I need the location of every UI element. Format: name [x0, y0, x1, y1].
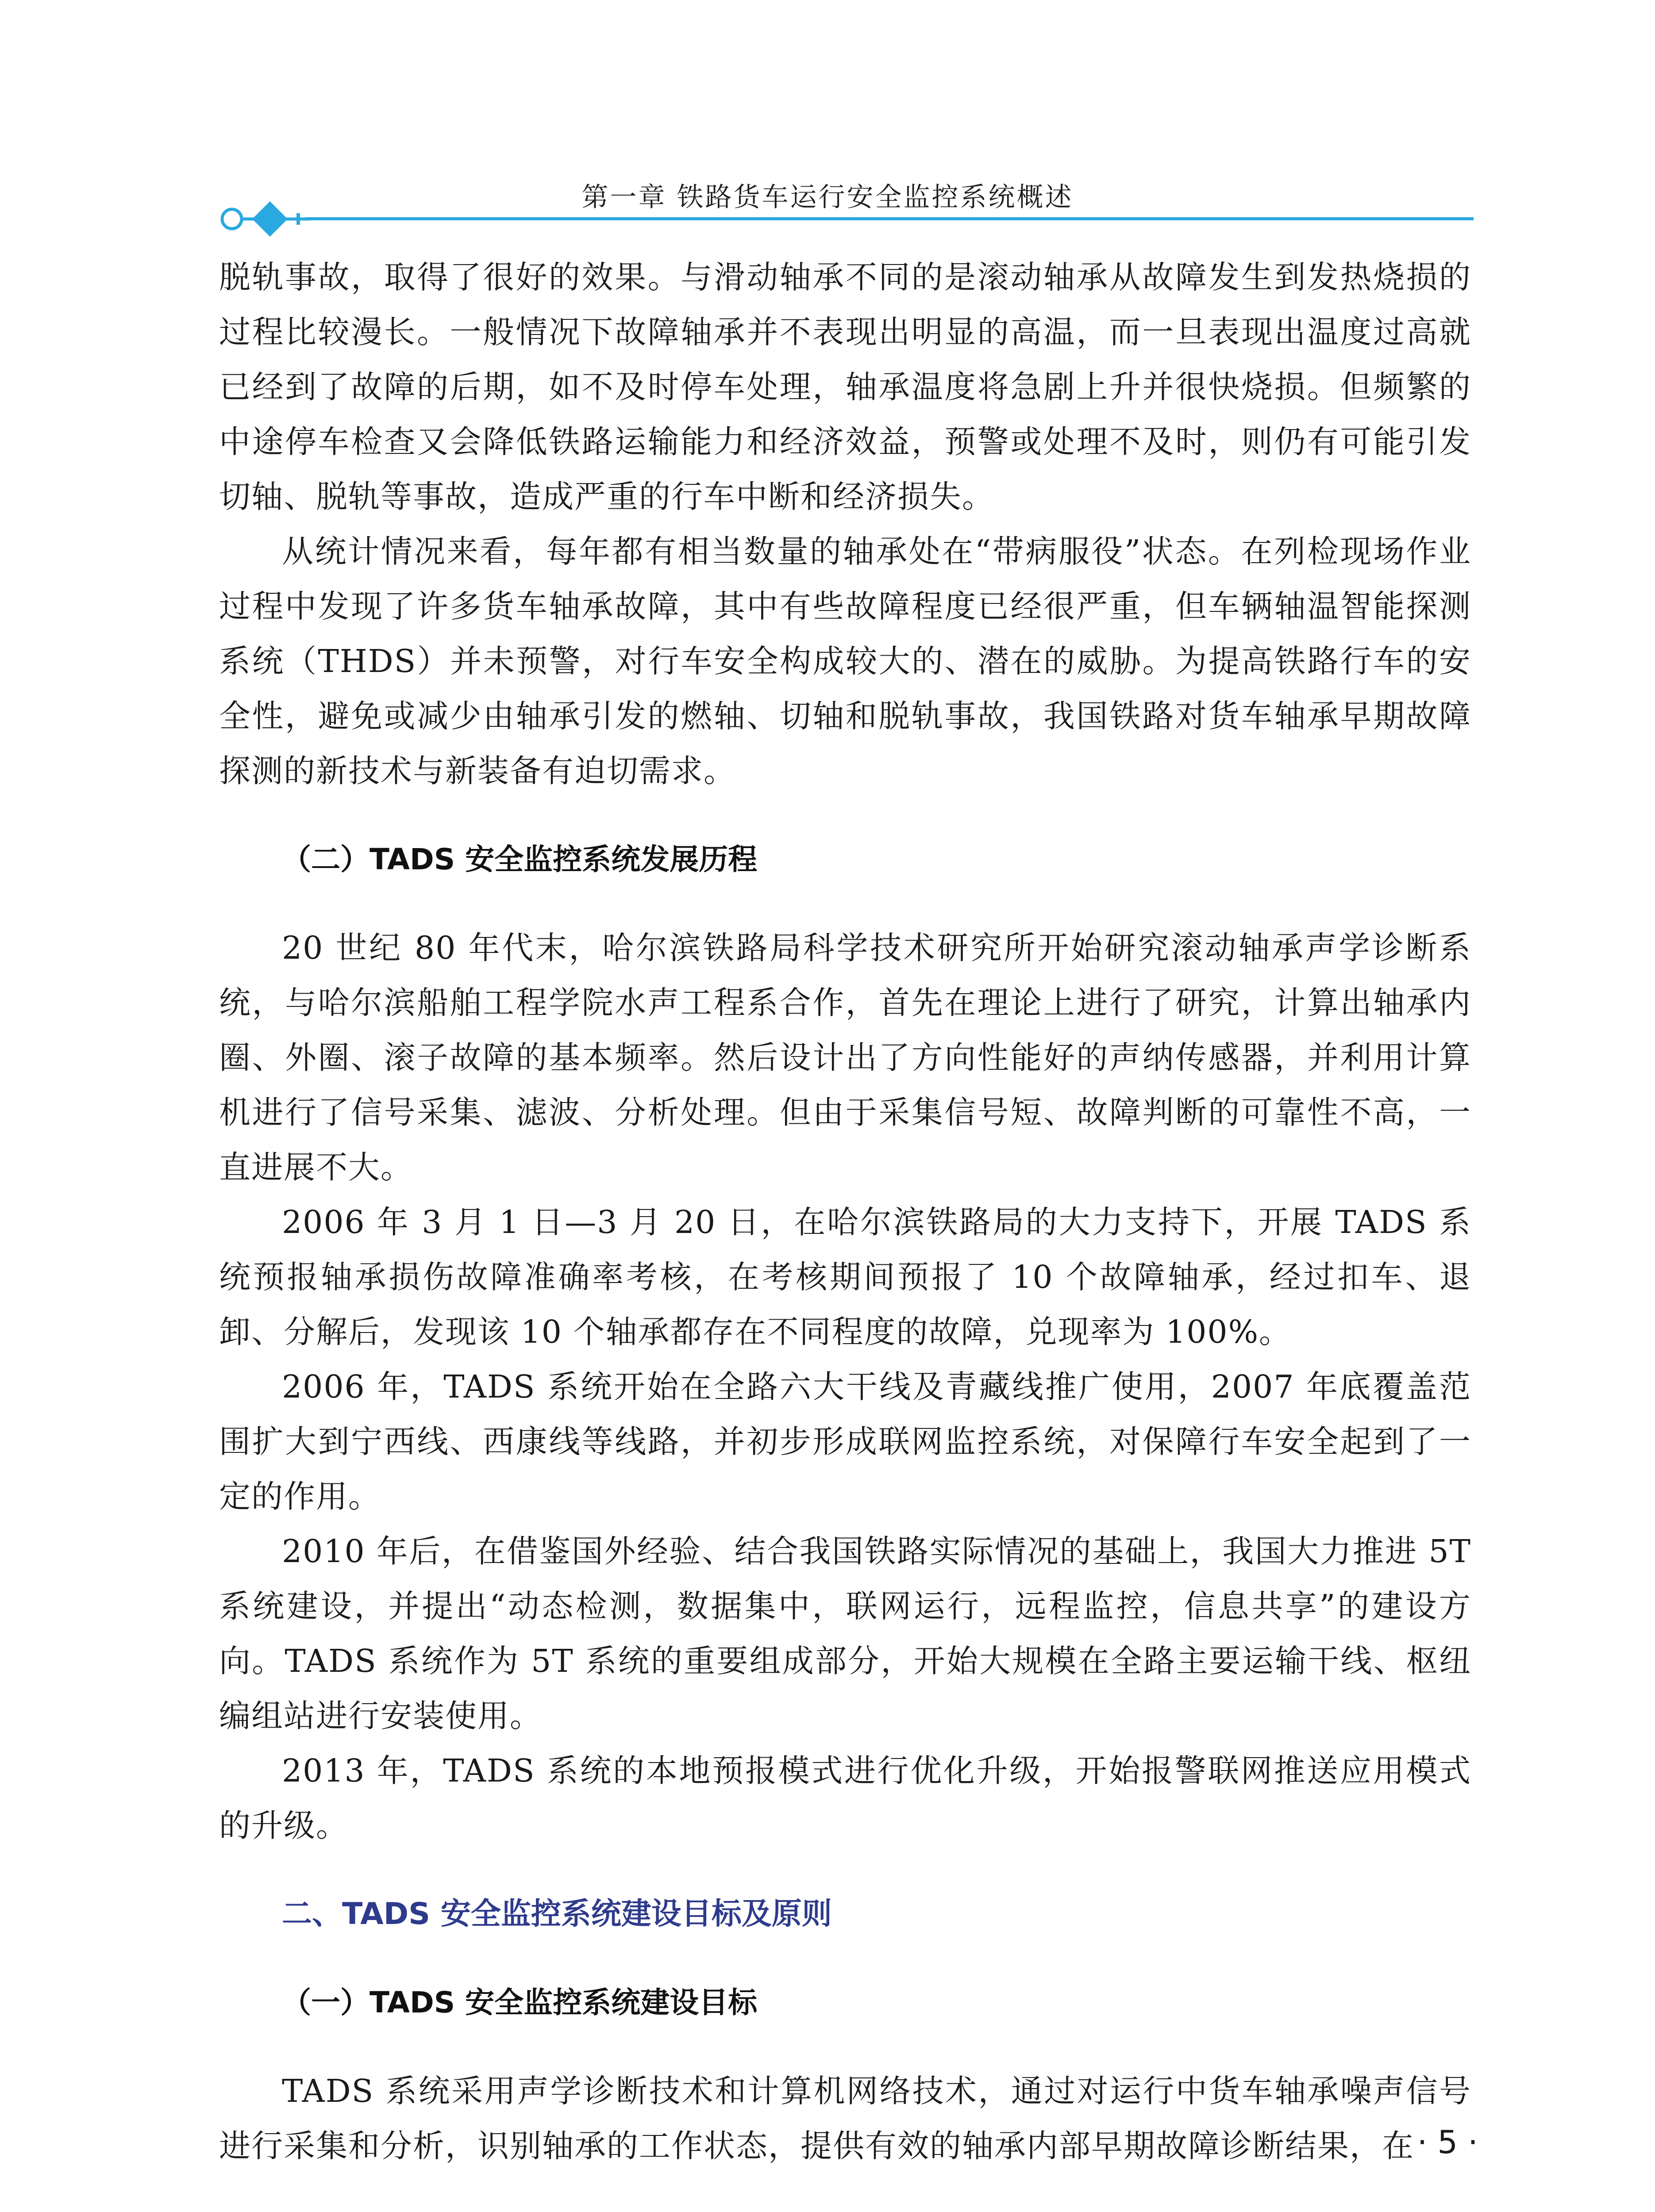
page-body	[219, 250, 1471, 2174]
subsection-heading-goals: （一）TADS 安全监控系统建设目标	[282, 1985, 758, 2020]
header-ornament-icon	[217, 195, 314, 243]
paragraph: 20 世纪 80 年代末，哈尔滨铁路局科学技术研究所开始研究滚动轴承声学诊断系统，与哈尔滨船舶工程学院水声工程系合作，首先在理论上进行了研究，计算出轴承内圈、外圈、滚子故障的基本频率。然后设计出了方向性能好的声纳传感器，并利用计算机进行了信号采集、滤波、分析处理。但由于采集信号短、故障判断的可靠性不高，一直进展不大。	[219, 929, 1471, 1186]
section-heading-goals-principles: 二、TADS 安全监控系统建设目标及原则	[282, 1897, 832, 1932]
paragraph: 从统计情况来看，每年都有相当数量的轴承处在“带病服役”状态。在列检现场作业过程中发现了许多货车轴承故障，其中有些故障程度已经很严重，但车辆轴温智能探测系统（THDS）并未预警，对行车安全构成较大的、潜在的威胁。为提高铁路行车的安全性，避免或减少由轴承引发的燃轴、切轴和脱轨事故，我国铁路对货车轴承早期故障探测的新技术与新装备有迫切需求。	[219, 533, 1471, 789]
paragraph: 2006 年 3 月 1 日—3 月 20 日，在哈尔滨铁路局的大力支持下，开展 TADS 系统预报轴承损伤故障准确率考核，在考核期间预报了 10 个故障轴承，经过扣车、退卸、分解后，发现该 10 个轴承都存在不同程度的故障，兑现率为 100%。	[219, 1204, 1471, 1350]
paragraph: 2013 年，TADS 系统的本地预报模式进行优化升级，开始报警联网推送应用模式的升级。	[219, 1752, 1471, 1844]
chapter-header-title: 第一章 铁路货车运行安全监控系统概述	[581, 182, 1074, 213]
subsection-heading-history: （二）TADS 安全监控系统发展历程	[282, 842, 758, 876]
paragraph: 脱轨事故，取得了很好的效果。与滑动轴承不同的是滚动轴承从故障发生到发热烧损的过程比较漫长。一般情况下故障轴承并不表现出明显的高温，而一旦表现出温度过高就已经到了故障的后期，如不及时停车处理，轴承温度将急剧上升并很快烧损。但频繁的中途停车检查又会降低铁路运输能力和经济效益，预警或处理不及时，则仍有可能引发切轴、脱轨等事故，造成严重的行车中断和经济损失。	[219, 259, 1471, 515]
page-number: · 5 ·	[1417, 2124, 1478, 2161]
paragraph: 2006 年，TADS 系统开始在全路六大干线及青藏线推广使用，2007 年底覆盖范围扩大到宁西线、西康线等线路，并初步形成联网监控系统，对保障行车安全起到了一定的作用。	[219, 1368, 1471, 1515]
paragraph: 2010 年后，在借鉴国外经验、结合我国铁路实际情况的基础上，我国大力推进 5T 系统建设，并提出“动态检测，数据集中，联网运行，远程监控，信息共享”的建设方向。TADS 系统作为 5T 系统的重要组成部分，开始大规模在全路主要运输干线、枢纽编组站进行安装使用。	[219, 1533, 1471, 1734]
paragraph: TADS 系统采用声学诊断技术和计算机网络技术，通过对运行中货车轴承噪声信号进行采集和分析，识别轴承的工作状态，提供有效的轴承内部早期故障诊断结果，在	[219, 2073, 1471, 2164]
header-rule	[305, 217, 1474, 220]
